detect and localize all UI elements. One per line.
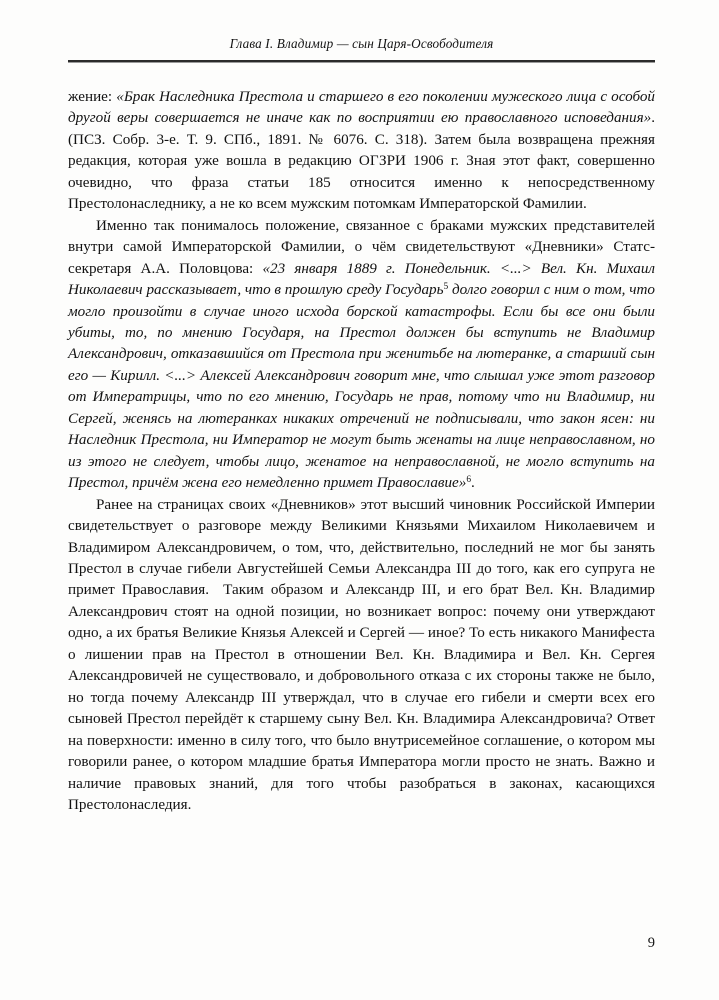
quoted-italic-text: долго говорил с ним о том, что могло произойти в случае иного исхода борской катастрофы. Если бы все они были убиты, то, по мнению Государя, на Престол должен бы вступить не Владимир Александрович, отказавшийся от Престола при женитьбе на лютеранке, а старший сын его — Кирилл. <...> Алексей Александрович говорит мне, что слышал уже этот разговор от Императрицы, что по его мнению, Государь не прав, потому что ни Владимир, ни Сергей, женясь на лютеранках никаких отречений не подписывали, что закон ясен: ни Наследник Престола, ни Император не могут быть женаты на лице неправославном, но из этого не следует, чтобы лицо, женатое на неправославной, не могло вступить на Престол, причём жена его немедленно примет Православие» <box>68 281 659 492</box>
footnote-marker[interactable]: 6 <box>466 475 472 486</box>
quoted-italic-text: «23 января 1889 г. Понедельник. <...> Вел. Кн. Михаил Николаевич рассказывает, что в прошлую среду Государь <box>68 259 659 299</box>
body-text-block <box>68 86 659 815</box>
page-number: 9 <box>647 935 655 951</box>
running-head: Глава I. Владимир — сын Царя-Освободителя <box>229 36 494 51</box>
paragraph <box>68 215 659 494</box>
quoted-italic-text: «Брак Наследника Престола и старшего в его поколении мужеского лица с особой другой веры совершается не иначе как по восприятии ею православного исповедания» <box>68 88 659 127</box>
body-text: Ранее на страницах своих «Дневников» этот высший чиновник Российской Империи свидетельствует о разговоре между Великими Князьями Михаилом Николаевичем и Владимиром Александровичем, о том, что, действительно, последний не мог бы занять Престол в случае гибели Августейшей Семьи Александра III до того, как его супруга не примет Православия. Таким образом и Александр III, и его брат Вел. Кн. Владимир Александрович стоят на одной позиции, но возникает вопрос: почему они утверждают одно, а их братья Великие Князья Алексей и Сергей — иное? То есть никакого Манифеста о лишении прав на Престол в отношении Вел. Кн. Владимира и Вел. Кн. Сергея Александровичей не существовало, и добровольного отказа с их стороны также не было, но тогда почему Александр III утверждал, что в случае его гибели и смерти всех его сыновей Престол перейдёт к старшему сыну Вел. Кн. Владимира Александровича? Ответ на поверхности: именно в силу того, что было внутрисемейное соглашение, о котором мы говорили ранее, о котором младшие братья Императора могли просто не знать. Важно и наличие правовых знаний, для того чтобы разобраться в законах, касающихся Престолонаследия. <box>68 495 659 813</box>
body-text: . <box>471 474 475 492</box>
body-text: Именно так понималось положение, связанное с браками мужских представителей внутри самой Императорской Фамилии, о чём свидетельствуют «Дневники» Статс-секретаря А.А. Половцова: <box>68 216 659 277</box>
paragraph <box>68 494 659 816</box>
body-text: жение: <box>68 88 117 105</box>
body-text: . (ПСЗ. Собр. 3-е. Т. 9. СПб., 1891. № 6076. С. 318). Затем была возвращена прежняя редакция, которая уже вошла в редакцию ОГЗРИ 1906 г. Зная этот факт, совершенно очевидно, что фраза статьи 185 относится именно к непосредственному Престолонаследнику, а не ко всем мужским потомкам Императорской Фамилии. <box>68 109 659 213</box>
header-rule <box>68 60 655 63</box>
footnote-marker[interactable]: 5 <box>443 282 449 293</box>
paragraph <box>68 86 659 215</box>
